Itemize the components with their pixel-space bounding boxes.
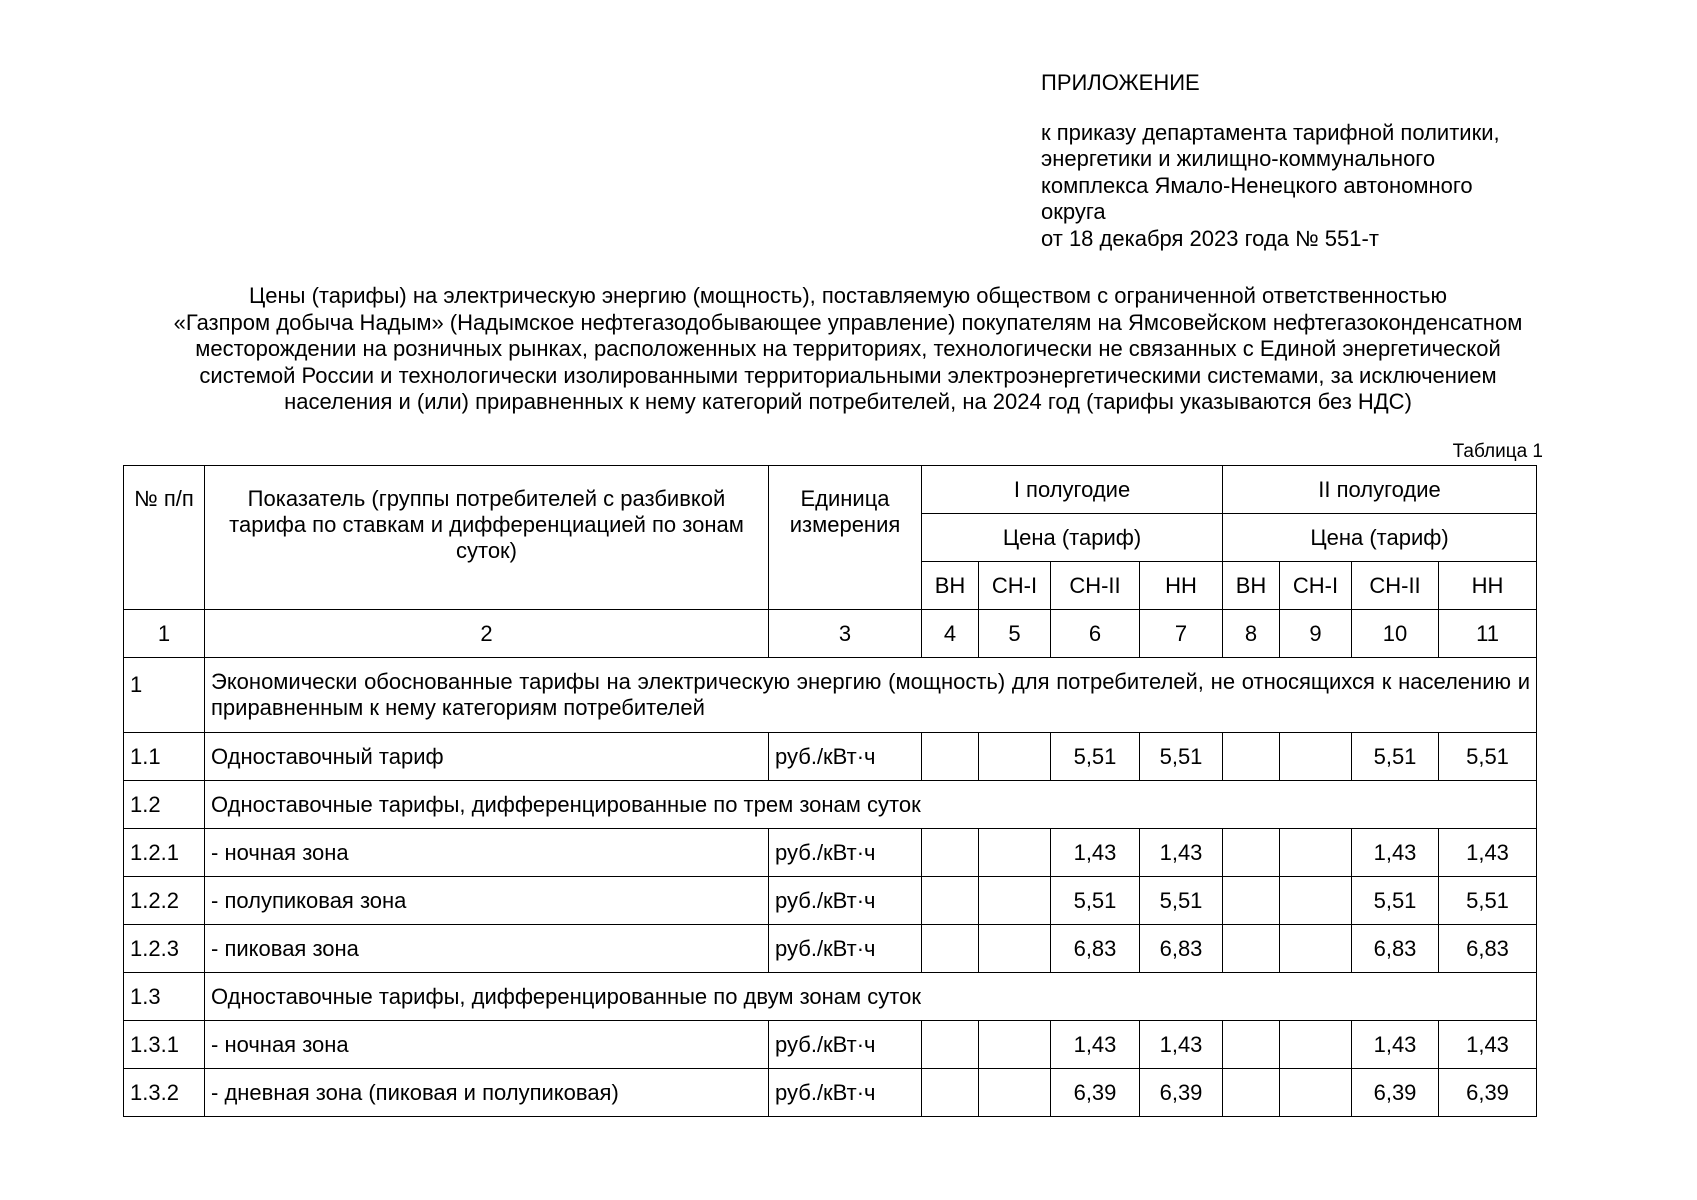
level-header: СН-I [979, 562, 1051, 610]
table-row [124, 1069, 1537, 1117]
table-row [124, 925, 1537, 973]
tariff-value: 5,51 [1352, 733, 1439, 781]
tariff-value: 5,51 [1140, 877, 1223, 925]
row-unit: руб./кВт·ч [769, 877, 922, 925]
tariff-value [1280, 925, 1352, 973]
header-indicator: Показатель (группы потребителей с разбивкой тарифа по ставкам и дифференциацией по зонам суток) [205, 466, 769, 610]
tariff-value: 5,51 [1439, 877, 1537, 925]
tariff-value: 1,43 [1140, 829, 1223, 877]
level-header: СН-II [1352, 562, 1439, 610]
tariff-table [123, 465, 1537, 1117]
table-row [124, 1021, 1537, 1069]
tariff-value: 1,43 [1439, 1021, 1537, 1069]
tariff-value: 6,83 [1352, 925, 1439, 973]
row-number: 1.2 [124, 781, 205, 829]
tariff-value [1223, 1069, 1280, 1117]
tariff-value [979, 877, 1051, 925]
table-row [124, 733, 1537, 781]
table-row [124, 829, 1537, 877]
row-name: - ночная зона [205, 829, 769, 877]
title-line: Цены (тарифы) на электрическую энергию (мощность), поставляемую обществом с ограниченной ответственностью [249, 283, 1447, 308]
tariff-value [1223, 733, 1280, 781]
tariff-value [979, 733, 1051, 781]
row-number: 1.3.1 [124, 1021, 205, 1069]
tariff-value [1280, 829, 1352, 877]
column-number: 6 [1051, 610, 1140, 658]
row-name: - дневная зона (пиковая и полупиковая) [205, 1069, 769, 1117]
row-unit: руб./кВт·ч [769, 925, 922, 973]
header-row [124, 466, 1537, 514]
header-num: № п/п [124, 466, 205, 610]
header-half-2: II полугодие [1223, 466, 1537, 514]
tariff-value: 6,83 [1439, 925, 1537, 973]
tariff-value [922, 877, 979, 925]
row-number: 1 [124, 658, 205, 733]
tariff-value [1223, 877, 1280, 925]
title-line: месторождении на розничных рынках, расположенных на территориях, технологически не связанных с Единой энергетической [195, 336, 1501, 361]
tariff-value [1280, 877, 1352, 925]
appendix-line: энергетики и жилищно-коммунального [1041, 146, 1436, 171]
tariff-value [979, 829, 1051, 877]
header-unit: Единица измерения [769, 466, 922, 610]
header-half-1: I полугодие [922, 466, 1223, 514]
row-name: - ночная зона [205, 1021, 769, 1069]
column-number: 11 [1439, 610, 1537, 658]
column-number: 3 [769, 610, 922, 658]
tariff-value: 1,43 [1140, 1021, 1223, 1069]
row-name: Одноставочный тариф [205, 733, 769, 781]
level-header: ВН [1223, 562, 1280, 610]
appendix-block [1041, 70, 1601, 252]
tariff-value [922, 1069, 979, 1117]
tariff-value [979, 1069, 1051, 1117]
column-number: 9 [1280, 610, 1352, 658]
level-header: СН-I [1280, 562, 1352, 610]
column-number: 8 [1223, 610, 1280, 658]
level-header: НН [1140, 562, 1223, 610]
row-number: 1.1 [124, 733, 205, 781]
tariff-value: 1,43 [1439, 829, 1537, 877]
section-row [124, 781, 1537, 829]
row-number: 1.2.2 [124, 877, 205, 925]
column-number: 7 [1140, 610, 1223, 658]
tariff-value [922, 733, 979, 781]
appendix-line: округа [1041, 199, 1106, 224]
row-number: 1.2.1 [124, 829, 205, 877]
section-title: Одноставочные тарифы, дифференцированные по двум зонам суток [205, 973, 1537, 1021]
level-header: СН-II [1051, 562, 1140, 610]
tariff-value: 1,43 [1051, 1021, 1140, 1069]
appendix-line: комплекса Ямало-Ненецкого автономного [1041, 172, 1473, 198]
table-caption: Таблица 1 [1452, 441, 1543, 462]
tariff-value [922, 925, 979, 973]
tariff-value [1280, 1069, 1352, 1117]
tariff-value: 6,83 [1051, 925, 1140, 973]
tariff-value: 5,51 [1439, 733, 1537, 781]
column-number: 4 [922, 610, 979, 658]
tariff-value [1280, 733, 1352, 781]
tariff-value: 5,51 [1051, 733, 1140, 781]
tariff-value: 5,51 [1352, 877, 1439, 925]
tariff-value: 1,43 [1051, 829, 1140, 877]
column-number: 1 [124, 610, 205, 658]
level-header: ВН [922, 562, 979, 610]
row-unit: руб./кВт·ч [769, 829, 922, 877]
tariff-value [922, 829, 979, 877]
tariff-value: 6,39 [1439, 1069, 1537, 1117]
tariff-value [1223, 1021, 1280, 1069]
tariff-value: 5,51 [1051, 877, 1140, 925]
tariff-value [1223, 925, 1280, 973]
title-line: «Газпром добыча Надым» (Надымское нефтегазодобывающее управление) покупателям на Ямсовейском нефтегазоконденсатном [173, 309, 1523, 335]
row-name: - полупиковая зона [205, 877, 769, 925]
section-row [124, 658, 1537, 733]
column-number: 2 [205, 610, 769, 658]
header-price-2: Цена (тариф) [1223, 514, 1537, 562]
row-unit: руб./кВт·ч [769, 733, 922, 781]
level-header: НН [1439, 562, 1537, 610]
appendix-line: к приказу департамента тарифной политики, [1041, 119, 1500, 145]
tariff-value: 1,43 [1352, 1021, 1439, 1069]
row-number: 1.3.2 [124, 1069, 205, 1117]
title-line: населения и (или) приравненных к нему категорий потребителей, на 2024 год (тарифы указываются без НДС) [284, 389, 1412, 414]
row-unit: руб./кВт·ч [769, 1021, 922, 1069]
header-price-1: Цена (тариф) [922, 514, 1223, 562]
tariff-value: 1,43 [1352, 829, 1439, 877]
tariff-value [979, 925, 1051, 973]
row-number: 1.2.3 [124, 925, 205, 973]
section-row [124, 973, 1537, 1021]
table-row [124, 877, 1537, 925]
title-line: системой России и технологически изолированными территориальными электроэнергетическими системами, за исключением [199, 362, 1497, 388]
appendix-heading: ПРИЛОЖЕНИЕ [1041, 70, 1200, 95]
tariff-value: 6,39 [1352, 1069, 1439, 1117]
tariff-value: 5,51 [1140, 733, 1223, 781]
section-title: Одноставочные тарифы, дифференцированные по трем зонам суток [205, 781, 1537, 829]
column-numbers-row [124, 610, 1537, 658]
section-title: Экономически обоснованные тарифы на электрическую энергию (мощность) для потребителей, не относящихся к населению и приравненным к нему категориям потребителей [205, 658, 1537, 733]
tariff-value [1223, 829, 1280, 877]
tariff-value [1280, 1021, 1352, 1069]
tariff-value [979, 1021, 1051, 1069]
column-number: 10 [1352, 610, 1439, 658]
row-name: - пиковая зона [205, 925, 769, 973]
row-unit: руб./кВт·ч [769, 1069, 922, 1117]
tariff-value: 6,83 [1140, 925, 1223, 973]
column-number: 5 [979, 610, 1051, 658]
tariff-value: 6,39 [1140, 1069, 1223, 1117]
tariff-value: 6,39 [1051, 1069, 1140, 1117]
tariff-value [922, 1021, 979, 1069]
appendix-line: от 18 декабря 2023 года № 551-т [1041, 225, 1379, 251]
row-number: 1.3 [124, 973, 205, 1021]
document-title [58, 283, 1638, 416]
